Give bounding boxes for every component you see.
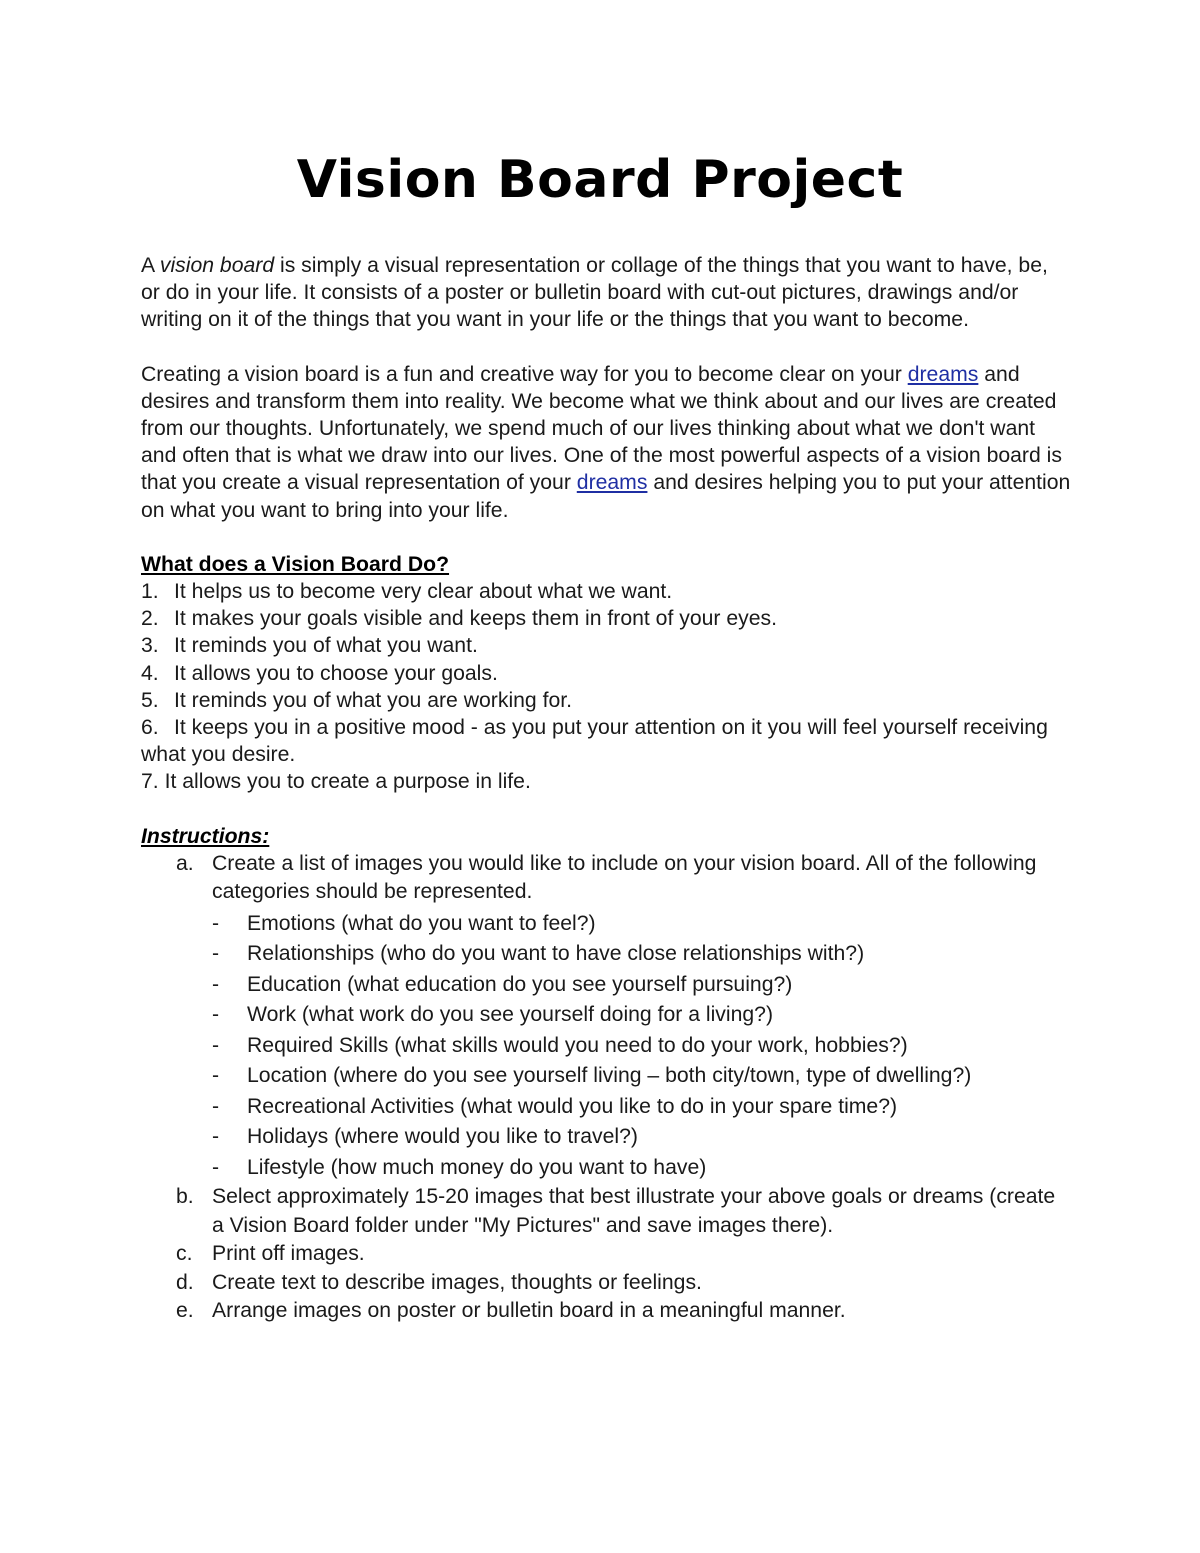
list-item-number: 2. [141, 607, 159, 631]
category-item [212, 970, 1071, 1001]
page-title: Vision Board Project [296, 150, 904, 210]
list-item [141, 714, 1071, 768]
what-heading-text: What does a Vision Board Do? [141, 552, 450, 576]
category-item [212, 1153, 1071, 1184]
instructions-list [141, 850, 1071, 1326]
category-item [212, 909, 1071, 940]
list-item [141, 660, 1071, 687]
list-item [141, 578, 1071, 605]
dash-bullet: - [212, 1064, 220, 1088]
intro-term: vision board [159, 254, 275, 277]
list-item-number: 1. [141, 580, 159, 604]
what-list [141, 578, 1071, 796]
instruction-letter: e. [176, 1299, 194, 1323]
instruction-item-c [141, 1240, 1071, 1269]
instruction-letter: a. [176, 851, 194, 875]
category-item [212, 1000, 1071, 1031]
list-item-number: 5. [141, 688, 159, 712]
category-item [212, 1031, 1071, 1062]
list-item-number: 3. [141, 634, 159, 658]
category-item [212, 1092, 1071, 1123]
intro-paragraph [141, 252, 1071, 334]
list-item [141, 632, 1071, 659]
instruction-letter: b. [176, 1185, 194, 1209]
instructions-heading-text: Instructions: [141, 824, 270, 848]
list-item [141, 768, 1071, 795]
category-text: Location (where do you see yourself living – both city/town, type of dwelling?) [247, 1064, 972, 1088]
dash-bullet: - [212, 1094, 220, 1118]
dash-bullet: - [212, 1125, 220, 1149]
category-text: Recreational Activities (what would you like to do in your spare time?) [247, 1094, 898, 1118]
list-item-text: It keeps you in a positive mood - as you put your attention on it you will feel yourself receiving what you desire. [141, 716, 1048, 767]
creating-text-3: and desires helping you to put your attention on what you want to bring into your life. [141, 471, 1071, 522]
creating-text-2: and desires and transform them into reality. We become what we think about and our lives are created from our thoughts. Unfortunately, we spend much of our lives thinking about what we don't want and often that is what we draw into our lives. One of the most powerful aspects of a vision board is that you create a visual representation of your [141, 362, 1062, 495]
list-item-text: It allows you to choose your goals. [174, 661, 498, 685]
instruction-text: Create a list of images you would like to include on your vision board. All of the following categories should be represented. [212, 851, 1037, 904]
list-item-number: 7. [141, 770, 159, 794]
category-list [212, 909, 1071, 1184]
instruction-text: Print off images. [212, 1242, 365, 1266]
what-heading [141, 551, 1071, 578]
list-item [141, 605, 1071, 632]
creating-paragraph [141, 361, 1071, 524]
document-body [141, 252, 1071, 1326]
instruction-item-a [141, 850, 1071, 1184]
instruction-letter: d. [176, 1270, 194, 1294]
dash-bullet: - [212, 1003, 220, 1027]
category-item [212, 939, 1071, 970]
intro-rest: is simply a visual representation or collage of the things that you want to have, be, or do in your life. It consists of a poster or bulletin board with cut-out pictures, drawings and/or writing on it of the things that you want in your life or the things that you want to become. [141, 254, 1048, 332]
category-item [212, 1122, 1071, 1153]
category-text: Lifestyle (how much money do you want to have) [247, 1155, 707, 1179]
dash-bullet: - [212, 1033, 220, 1057]
list-item-text: It allows you to create a purpose in life. [164, 770, 531, 794]
category-text: Work (what work do you see yourself doing for a living?) [247, 1003, 774, 1027]
list-item [141, 687, 1071, 714]
dash-bullet: - [212, 972, 220, 996]
instructions-heading [141, 823, 1071, 850]
list-item-text: It makes your goals visible and keeps them in front of your eyes. [174, 607, 777, 631]
dreams-link-1[interactable]: dreams [907, 362, 979, 386]
intro-lead: A [141, 254, 160, 277]
category-text: Education (what education do you see yourself pursuing?) [247, 972, 793, 996]
category-text: Holidays (where would you like to travel?) [247, 1125, 638, 1149]
category-text: Emotions (what do you want to feel?) [247, 911, 596, 935]
instruction-item-e [141, 1297, 1071, 1326]
list-item-number: 6. [141, 716, 159, 740]
list-item-text: It reminds you of what you want. [174, 634, 478, 658]
dash-bullet: - [212, 1155, 220, 1179]
list-item-text: It reminds you of what you are working for. [174, 688, 573, 712]
instruction-letter: c. [176, 1242, 193, 1266]
dash-bullet: - [212, 911, 220, 935]
instruction-text: Create text to describe images, thoughts or feelings. [212, 1270, 702, 1294]
creating-text-1: Creating a vision board is a fun and creative way for you to become clear on your [141, 362, 908, 386]
instruction-text: Select approximately 15-20 images that best illustrate your above goals or dreams (create a Vision Board folder under "My Pictures" and save images there). [212, 1185, 1056, 1237]
list-item-text: It helps us to become very clear about what we want. [174, 580, 673, 604]
instruction-text: Arrange images on poster or bulletin board in a meaningful manner. [212, 1299, 846, 1323]
category-text: Required Skills (what skills would you need to do your work, hobbies?) [247, 1033, 908, 1057]
instruction-item-d [141, 1269, 1071, 1298]
category-text: Relationships (who do you want to have close relationships with?) [247, 942, 865, 966]
dreams-link-2[interactable]: dreams [576, 471, 648, 495]
list-item-number: 4. [141, 661, 159, 685]
instruction-item-b [141, 1183, 1071, 1240]
category-item [212, 1061, 1071, 1092]
dash-bullet: - [212, 942, 220, 966]
